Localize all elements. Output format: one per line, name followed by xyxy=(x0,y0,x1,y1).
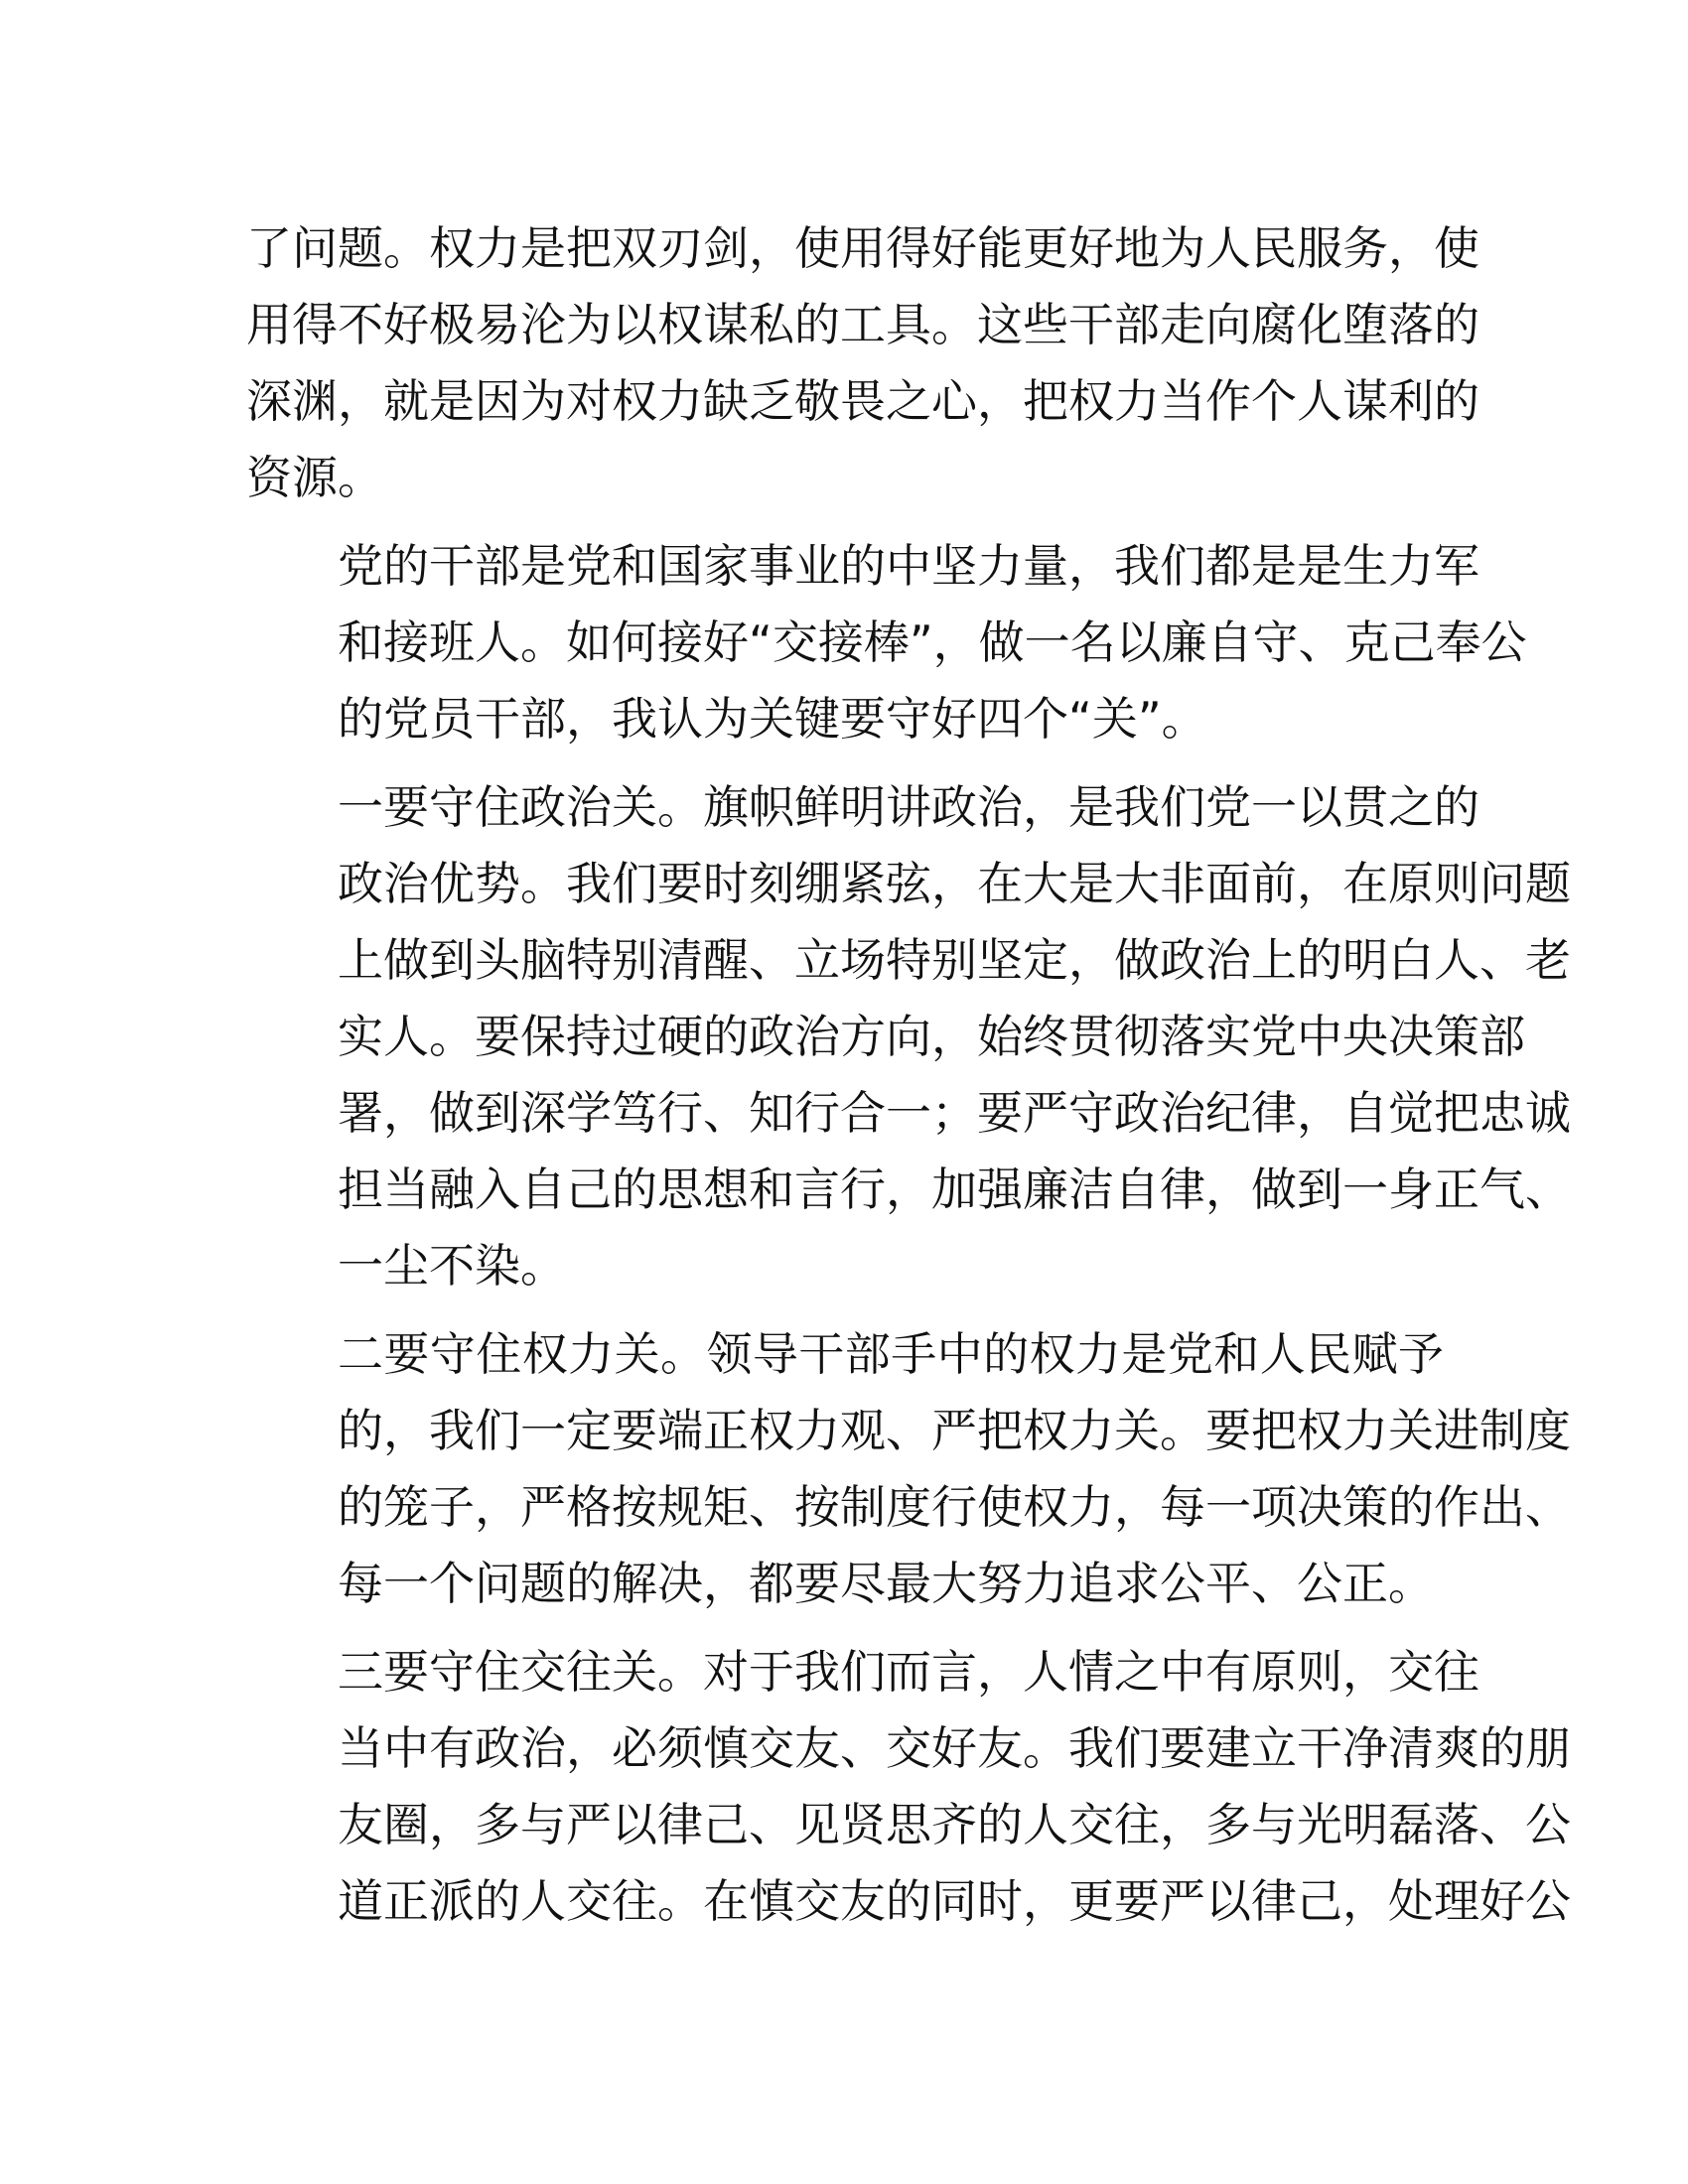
text-line: 担当融入自己的思想和言行，加强廉洁自律，做到一身正气、 xyxy=(338,1162,1571,1216)
text-line: 和接班人。如何接好“交接棒”，做一名以廉自守、克己奉公 xyxy=(338,615,1527,669)
text-line: 上做到头脑特别清醒、立场特别坚定，做政治上的明白人、老 xyxy=(338,933,1571,987)
text-line: 二要守住权力关。领导干部手中的权力是党和人民赋予 xyxy=(338,1327,1444,1381)
text-line: 的笼子，严格按规矩、按制度行使权力，每一项决策的作出、 xyxy=(338,1480,1571,1534)
text-line: 友圈，多与严以律己、见贤思齐的人交往，多与光明磊落、公 xyxy=(338,1798,1571,1851)
text-line: 深渊，就是因为对权力缺乏敬畏之心，把权力当作个人谋利的 xyxy=(246,374,1479,428)
paragraph-2 xyxy=(246,528,1527,757)
paragraph-1 xyxy=(246,210,1479,516)
text-line: 党的干部是党和国家事业的中坚力量，我们都是是生力军 xyxy=(338,539,1479,593)
text-line: 用得不好极易沦为以权谋私的工具。这些干部走向腐化堕落的 xyxy=(246,298,1479,351)
document-body xyxy=(246,210,1571,1952)
text-line: 了问题。权力是把双刃剑，使用得好能更好地为人民服务，使 xyxy=(246,221,1479,275)
text-line: 每一个问题的解决，都要尽最大努力追求公平、公正。 xyxy=(338,1557,1434,1610)
text-line: 道正派的人交往。在慎交友的同时，更要严以律己，处理好公 xyxy=(338,1874,1571,1928)
text-line: 的，我们一定要端正权力观、严把权力关。要把权力关进制度 xyxy=(338,1404,1571,1457)
text-line: 三要守住交往关。对于我们而言，人情之中有原则，交往 xyxy=(338,1645,1479,1699)
text-line: 一要守住政治关。旗帜鲜明讲政治，是我们党一以贯之的 xyxy=(338,780,1479,834)
text-line: 一尘不染。 xyxy=(338,1239,566,1293)
text-line: 署，做到深学笃行、知行合一；要严守政治纪律，自觉把忠诚 xyxy=(338,1086,1571,1140)
paragraph-3 xyxy=(246,769,1571,1304)
text-line: 的党员干部，我认为关键要守好四个“关”。 xyxy=(338,692,1207,746)
paragraph-5 xyxy=(246,1634,1571,1940)
text-line: 当中有政治，必须慎交友、交好友。我们要建立干净清爽的朋 xyxy=(338,1721,1571,1775)
text-line: 实人。要保持过硬的政治方向，始终贯彻落实党中央决策部 xyxy=(338,1010,1525,1063)
paragraph-4 xyxy=(246,1316,1571,1622)
text-line: 资源。 xyxy=(246,451,383,504)
text-line: 政治优势。我们要时刻绷紧弦，在大是大非面前，在原则问题 xyxy=(338,857,1571,910)
